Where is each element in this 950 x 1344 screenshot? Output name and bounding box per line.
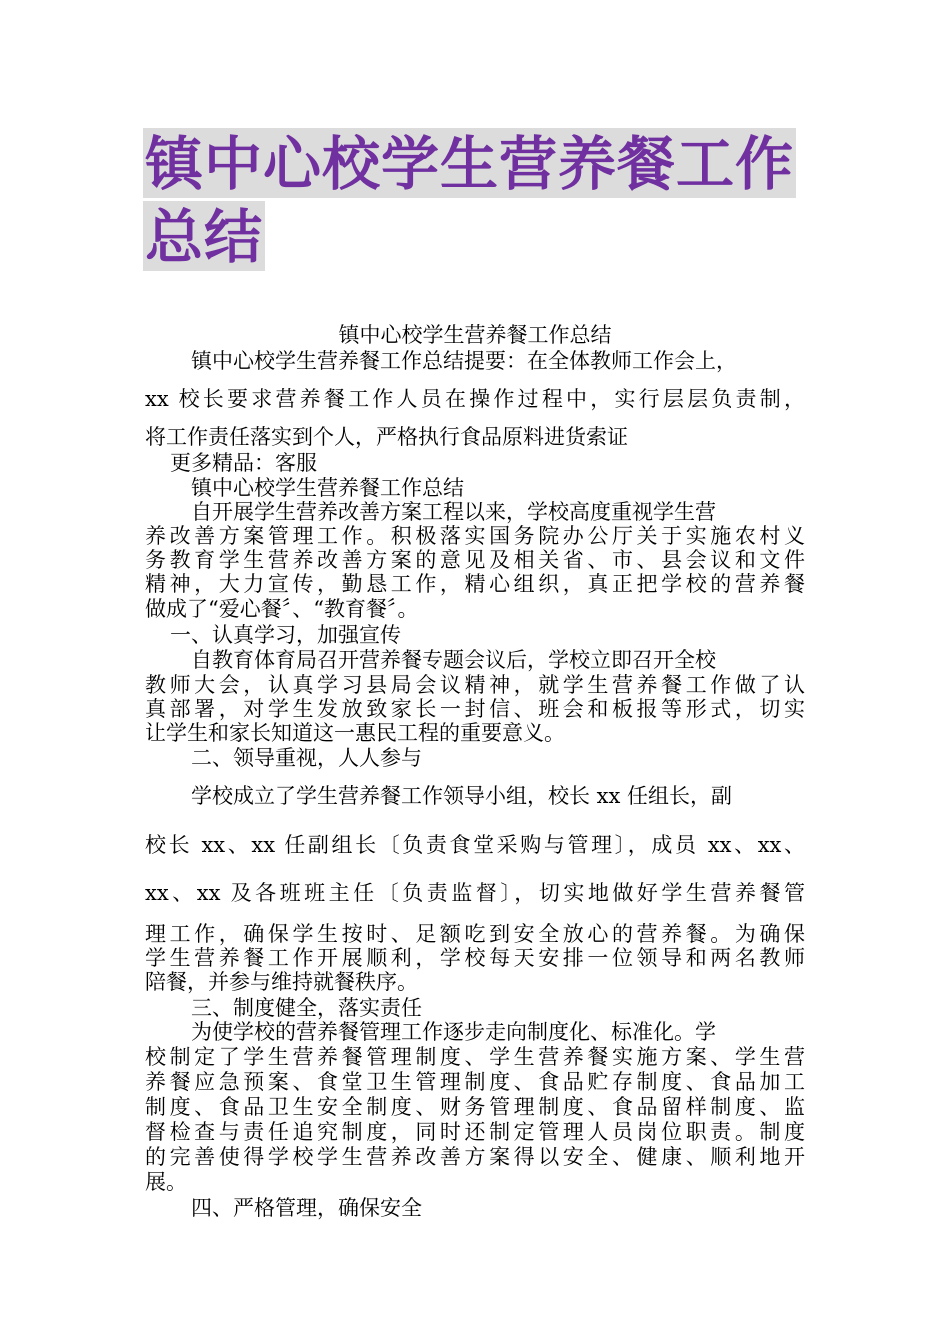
intro-line-4: 精神，大力宣传，勤恳工作，精心组织，真正把学校的营养餐 xyxy=(145,572,805,596)
section-2-line-1: 学校成立了学生营养餐工作领导小组，校长 xx 任组长，副 xyxy=(191,784,733,808)
more-link[interactable]: 更多精品：客服 xyxy=(170,451,317,475)
intro-line-1: 自开展学生营养改善方案工程以来，学校高度重视学生营 xyxy=(191,500,716,524)
section-1-title: 一、认真学习，加强宣传 xyxy=(170,623,401,647)
intro-line-3: 务教育学生营养改善方案的意见及相关省、市、县会议和文件 xyxy=(145,548,805,572)
summary-line-3: 将工作责任落实到个人，严格执行食品原料进货索证 xyxy=(145,425,628,449)
section-3-line-1: 为使学校的营养餐管理工作逐步走向制度化、标准化。学 xyxy=(191,1020,716,1044)
section-2-line-2: 校长 xx、xx 任副组长〔负责食堂采购与管理〕，成员 xx、xx、 xyxy=(145,833,805,857)
section-heading: 镇中心校学生营养餐工作总结 xyxy=(191,476,464,500)
title-line-2: 总结 xyxy=(145,203,264,271)
section-2-line-6: 陪餐，并参与维持就餐秩序。 xyxy=(145,970,418,994)
section-2-line-3: xx、xx 及各班班主任〔负责监督〕，切实地做好学生营养餐管 xyxy=(145,881,805,905)
intro-line-2: 养改善方案管理工作。积极落实国务院办公厅关于实施农村义 xyxy=(145,524,805,548)
summary-line-2: xx 校长要求营养餐工作人员在操作过程中，实行层层负责制， xyxy=(145,387,805,411)
title-line-1: 镇中心校学生营养餐工作 xyxy=(145,130,795,198)
section-3-title: 三、制度健全，落实责任 xyxy=(191,996,422,1020)
section-3-line-7: 展。 xyxy=(145,1170,187,1194)
section-1-line-4: 让学生和家长知道这一惠民工程的重要意义。 xyxy=(145,721,565,745)
section-2-line-4: 理工作，确保学生按时、足额吃到安全放心的营养餐。为确保 xyxy=(145,922,805,946)
summary-line-1: 镇中心校学生营养餐工作总结提要：在全体教师工作会上， xyxy=(191,349,737,373)
section-3-line-4: 制度、食品卫生安全制度、财务管理制度、食品留样制度、监 xyxy=(145,1095,805,1119)
section-1-line-3: 真部署，对学生发放致家长一封信、班会和板报等形式，切实 xyxy=(145,697,805,721)
section-1-line-1: 自教育体育局召开营养餐专题会议后，学校立即召开全校 xyxy=(191,648,716,672)
section-3-line-5: 督检查与责任追究制度，同时还制定管理人员岗位职责。制度 xyxy=(145,1120,805,1144)
section-2-title: 二、领导重视，人人参与 xyxy=(191,746,422,770)
document-title xyxy=(143,128,813,274)
section-2-line-5: 学生营养餐工作开展顺利，学校每天安排一位领导和两名教师 xyxy=(145,946,805,970)
section-3-line-3: 养餐应急预案、食堂卫生管理制度、食品贮存制度、食品加工 xyxy=(145,1070,805,1094)
section-1-line-2: 教师大会，认真学习县局会议精神，就学生营养餐工作做了认 xyxy=(145,673,805,697)
section-3-line-6: 的完善使得学校学生营养改善方案得以安全、健康、顺利地开 xyxy=(145,1145,805,1169)
section-3-line-2: 校制定了学生营养餐管理制度、学生营养餐实施方案、学生营 xyxy=(145,1045,805,1069)
subtitle: 镇中心校学生营养餐工作总结 xyxy=(338,323,612,347)
section-4-title: 四、严格管理，确保安全 xyxy=(191,1196,422,1220)
intro-line-5: 做成了“爱心餐〞、“教育餐〞。 xyxy=(145,597,419,621)
